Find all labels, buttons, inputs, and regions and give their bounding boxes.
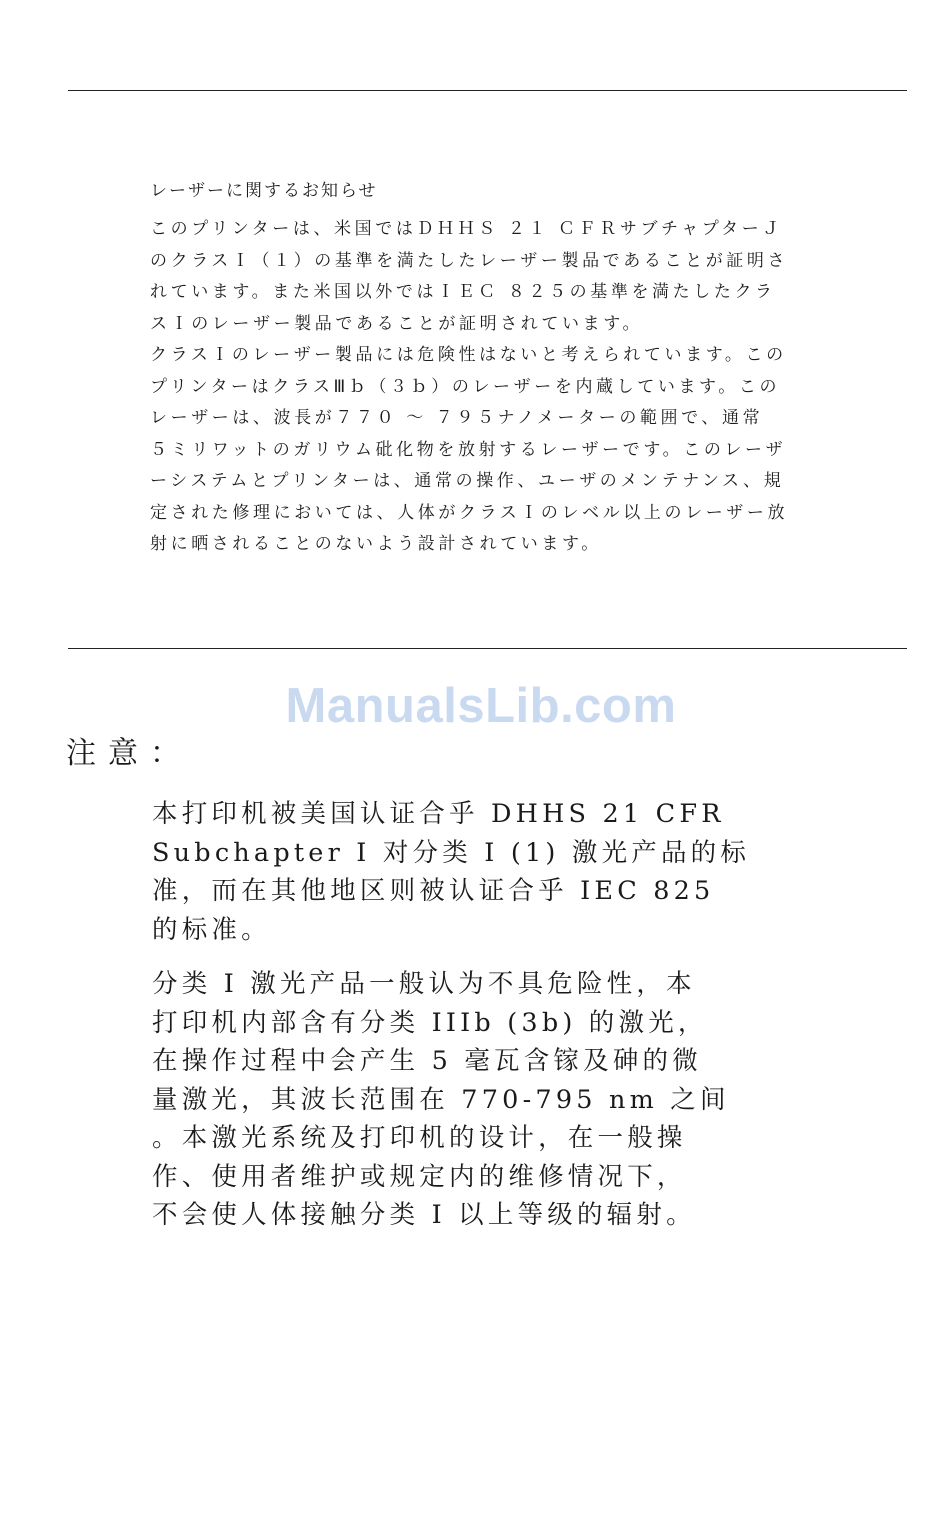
text-line: れています。また米国以外ではＩＥＣ ８２５の基準を満たしたクラ xyxy=(150,282,776,302)
text-line: のクラスＩ（１）の基準を満たしたレーザー製品であることが証明さ xyxy=(150,250,789,271)
text-line: ５ミリワットのガリウム砒化物を放射するレーザーです。このレーザ xyxy=(150,439,787,460)
chinese-notice-paragraph-1 xyxy=(152,795,764,949)
text-line: 在操作过程中会产生 5 毫瓦含镓及砷的微 xyxy=(152,1046,702,1076)
chinese-notice-heading: 注意： xyxy=(66,736,192,771)
text-line: このプリンターは、米国ではＤＨＨＳ ２１ ＣＦＲサブチャプターＪ xyxy=(150,219,783,239)
text-line: クラスＩのレーザー製品には危険性はないと考えられています。この xyxy=(150,345,787,365)
japanese-notice-paragraph-2 xyxy=(150,340,850,561)
chinese-notice-paragraph-2 xyxy=(152,965,764,1235)
text-line: 的标准。 xyxy=(152,914,271,945)
text-line: スＩのレーザー製品であることが証明されています。 xyxy=(150,313,644,334)
text-line: 不会使人体接触分类 I 以上等级的辐射。 xyxy=(152,1200,696,1230)
text-line: 本打印机被美国认证合乎 DHHS 21 CFR xyxy=(152,799,725,829)
text-line: レーザーは、波長が７７０ 〜 ７９５ナノメーターの範囲で、通常 xyxy=(150,408,764,428)
japanese-notice-paragraph-1 xyxy=(150,214,850,340)
text-line: 量激光，其波长范围在 770-795 nm 之间 xyxy=(152,1084,730,1115)
text-line: 分类 I 激光产品一般认为不具危险性，本 xyxy=(152,969,696,999)
text-line: 作、使用者维护或规定内的维修情况下， xyxy=(152,1161,687,1192)
japanese-notice-heading: レーザーに関するお知らせ xyxy=(150,181,378,201)
text-line: ーシステムとプリンターは、通常の操作、ユーザのメンテナンス、規 xyxy=(150,471,785,491)
text-line: 射に晒されることのないよう設計されています。 xyxy=(150,534,602,554)
text-line: 定された修理においては、人体がクラスＩのレベル以上のレーザー放 xyxy=(150,502,789,523)
watermark: ManualsLib.com xyxy=(285,679,677,733)
text-line: 准，而在其他地区则被认证合乎 IEC 825 xyxy=(152,876,715,906)
text-line: プリンターはクラスⅢｂ（３ｂ）のレーザーを内蔵しています。この xyxy=(150,376,781,397)
text-line: 。本激光系统及打印机的设计，在一般操 xyxy=(152,1123,687,1153)
text-line: 打印机内部含有分类 IIIb (3b) 的激光， xyxy=(152,1007,708,1038)
top-divider xyxy=(68,90,907,91)
text-line: Subchapter I 对分类 I (1) 激光产品的标 xyxy=(152,837,751,868)
middle-divider xyxy=(68,648,907,649)
